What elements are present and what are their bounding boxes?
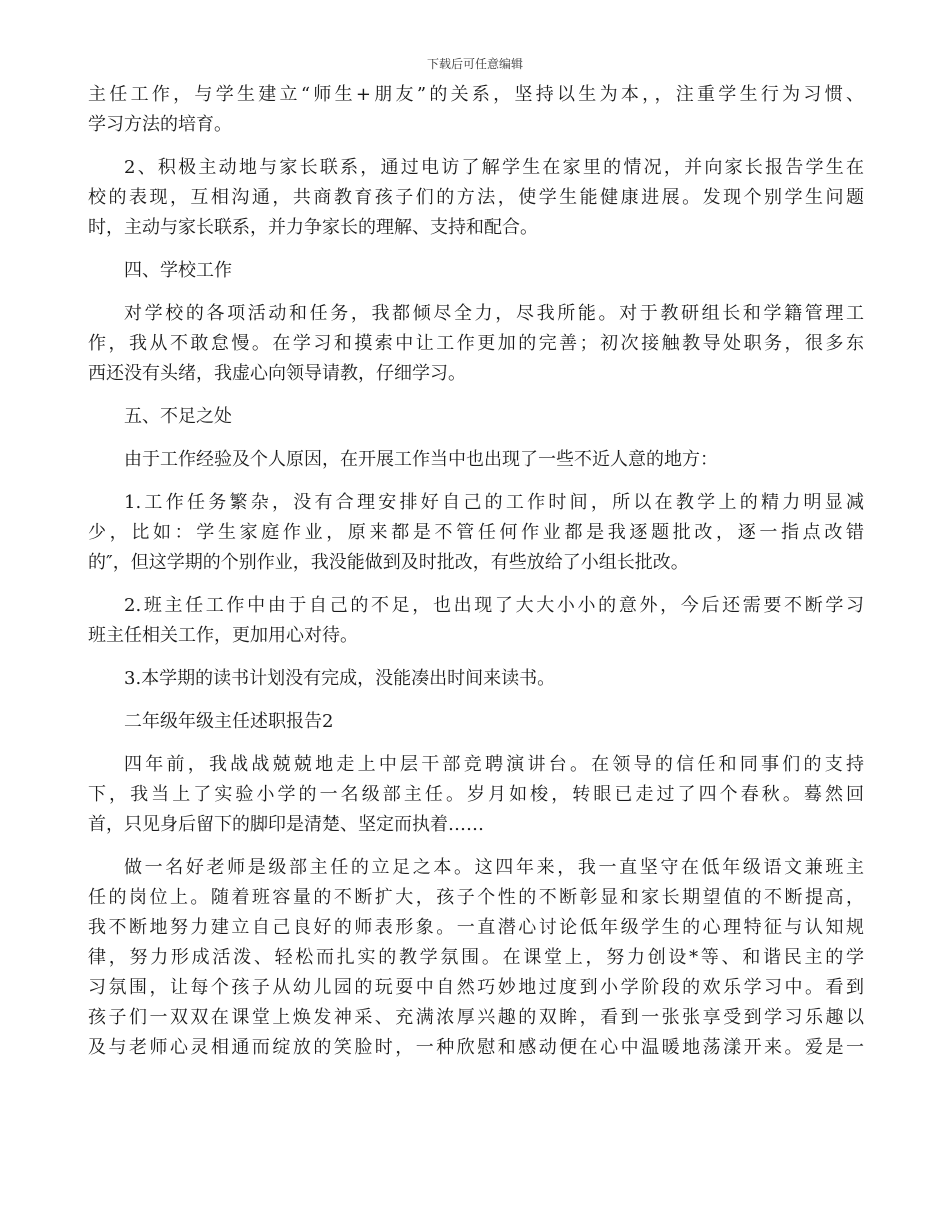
text-line: 任的岗位上。随着班容量的不断扩大，孩子个性的不断彰显和家长期望值的不断提高， (88, 887, 864, 908)
paragraph (88, 853, 864, 1063)
text-line: 二年级年级主任述职报告2 (124, 711, 334, 732)
text-line: 西还没有头绪，我虚心向领导请教，仔细学习。 (88, 363, 466, 384)
text-line: 律，努力形成活泼、轻松而扎实的教学氛围。在课堂上，努力创设*等、和谐民主的学 (88, 947, 864, 968)
text-line: 首，只见身后留下的脚印是清楚、坚定而执着…… (88, 814, 484, 835)
report-title (88, 707, 864, 737)
text-line: 学习方法的培育。 (88, 114, 232, 135)
paragraph (88, 488, 864, 578)
text-line: 主任工作，与学生建立“师生+朋友”的关系，坚持以生为本，，注重学生行为习惯、 (88, 84, 864, 105)
paragraph (88, 445, 864, 475)
section-heading (88, 256, 864, 286)
text-line: 四、学校工作 (124, 260, 232, 281)
text-line: 做一名好老师是级部主任的立足之本。这四年来，我一直坚守在低年级语文兼班主 (124, 857, 864, 878)
text-line: 2.班主任工作中由于自己的不足，也出现了大大小小的意外，今后还需要不断学习 (124, 595, 864, 616)
text-line: 时，主动与家长联系，并力争家长的理解、支持和配合。 (88, 217, 538, 238)
text-line: 少，比如：学生家庭作业，原来都是不管任何作业都是我逐题批改，逐一指点改错 (88, 522, 864, 543)
paragraph (88, 591, 864, 651)
text-line: 四年前，我战战兢兢地走上中层干部竞聘演讲台。在领导的信任和同事们的支持 (124, 754, 864, 775)
text-line: 对学校的各项活动和任务，我都倾尽全力，尽我所能。对于教研组长和学籍管理工 (124, 303, 864, 324)
document-body (88, 80, 864, 1063)
text-line: 3.本学期的读书计划没有完成，没能凑出时间来读书。 (124, 668, 556, 689)
text-line: 下，我当上了实验小学的一名级部主任。岁月如梭，转眼已走过了四个春秋。蓦然回 (88, 784, 864, 805)
text-line: 五、不足之处 (124, 406, 232, 427)
text-line: 1.工作任务繁杂，没有合理安排好自己的工作时间，所以在教学上的精力明显减 (124, 492, 864, 513)
text-line: 的″，但这学期的个别作业，我没能做到及时批改，有些放给了小组长批改。 (88, 552, 689, 573)
text-line: 及与老师心灵相通而绽放的笑脸时，一种欣慰和感动便在心中温暖地荡漾开来。爱是一 (88, 1037, 864, 1058)
paragraph (88, 664, 864, 694)
paragraph (88, 299, 864, 389)
section-heading (88, 402, 864, 432)
text-line: 班主任相关工作，更加用心对待。 (88, 625, 358, 646)
paragraph (88, 750, 864, 840)
paragraph (88, 80, 864, 140)
page-header: 下载后可任意编辑 (426, 57, 523, 71)
text-line: 校的表现，互相沟通，共商教育孩子们的方法，使学生能健康进展。发现个别学生问题 (88, 187, 864, 208)
text-line: 我不断地努力建立自己良好的师表形象。一直潜心讨论低年级学生的心理特征与认知规 (88, 917, 864, 938)
text-line: 作，我从不敢怠慢。在学习和摸索中让工作更加的完善；初次接触教导处职务，很多东 (88, 333, 864, 354)
text-line: 孩子们一双双在课堂上焕发神采、充满浓厚兴趣的双眸，看到一张张享受到学习乐趣以 (88, 1007, 864, 1028)
paragraph (88, 153, 864, 243)
text-line: 2、积极主动地与家长联系，通过电访了解学生在家里的情况，并向家长报告学生在 (124, 157, 864, 178)
text-line: 由于工作经验及个人原因，在开展工作当中也出现了一些不近人意的地方： (124, 449, 718, 470)
text-line: 习氛围，让每个孩子从幼儿园的玩耍中自然巧妙地过度到小学阶段的欢乐学习中。看到 (88, 977, 864, 998)
